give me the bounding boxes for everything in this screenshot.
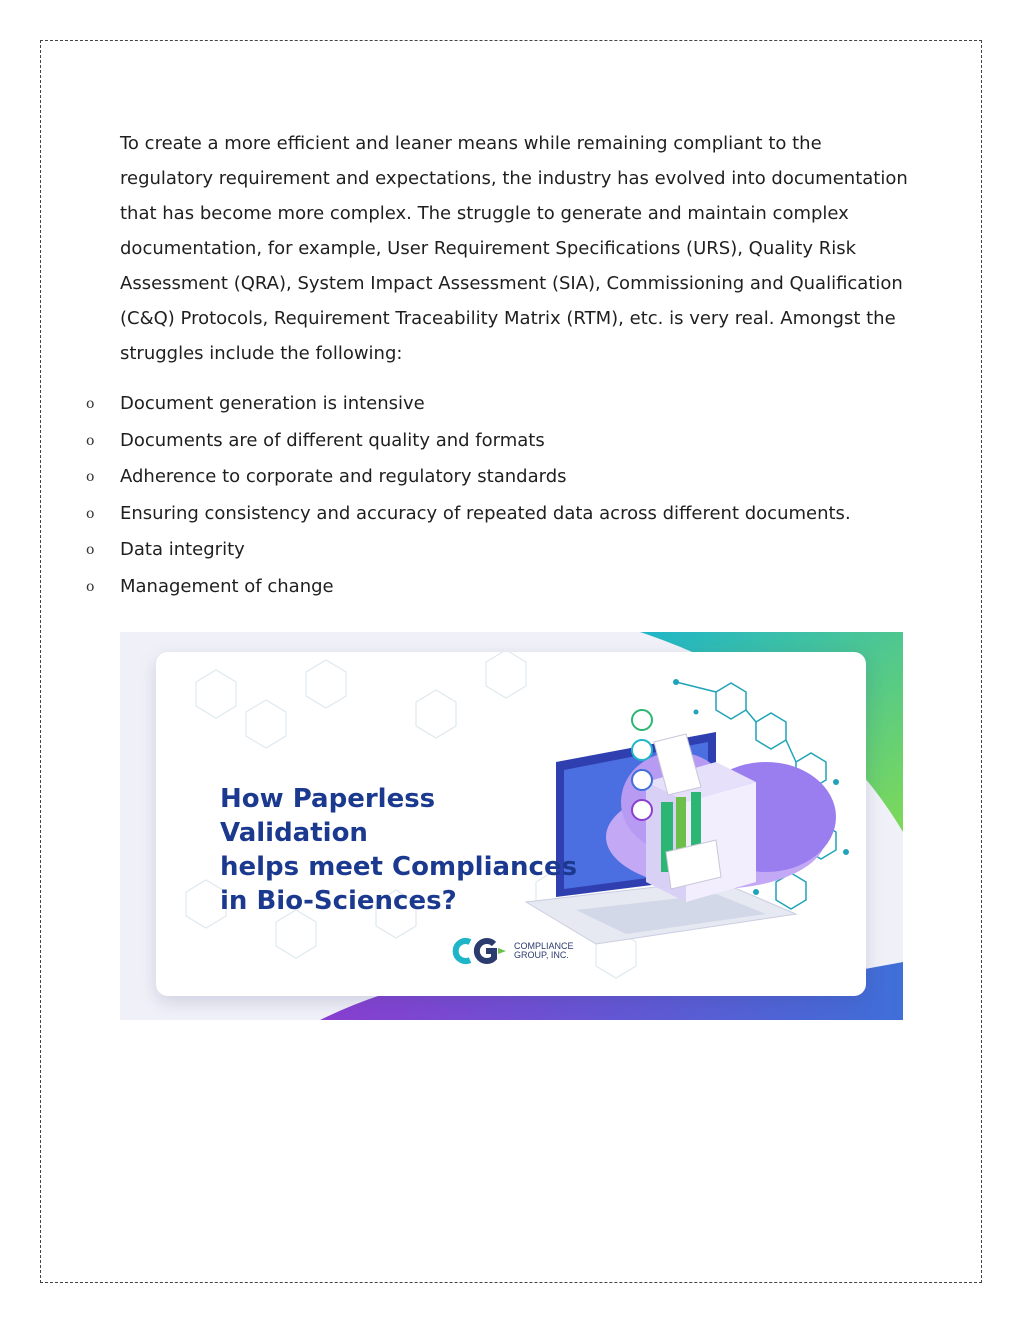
- logo-text-line: COMPLIANCE: [514, 941, 574, 951]
- banner-image: [120, 632, 903, 1020]
- list-item-text: Document generation is intensive: [120, 393, 425, 414]
- headline-line: How Paperless Validation: [220, 784, 436, 848]
- banner-card: [156, 652, 866, 996]
- compliance-group-logo: [448, 934, 574, 968]
- list-item-text: Adherence to corporate and regulatory standards: [120, 466, 567, 487]
- headline-line: in Bio-Sciences?: [220, 886, 457, 916]
- list-item-text: Ensuring consistency and accuracy of repeated data across different documents.: [120, 502, 851, 524]
- list-item-text: Data integrity: [120, 539, 245, 560]
- bullet-marker: o: [86, 396, 95, 412]
- cg-logo-icon: [448, 936, 510, 966]
- bullet-marker: o: [86, 432, 95, 449]
- list-item: [86, 532, 906, 569]
- logo-text-line: GROUP, INC.: [514, 950, 569, 960]
- bullet-marker: o: [86, 505, 95, 522]
- list-item: [86, 496, 906, 533]
- list-item: [86, 569, 906, 606]
- headline-line: helps meet Compliances: [220, 852, 578, 882]
- banner-headline: [220, 782, 580, 918]
- list-item: [86, 423, 906, 460]
- intro-paragraph: To create a more efficient and leaner means while remaining compliant to the regulatory requirement and expectations, the industry has evolved into documentation that has become more complex. The struggle to generate and maintain complex documentation, for example, User Requirement Specifications (URS), Quality Risk Assessment (QRA), System Impact Assessment (SIA), Commissioning and Qualification (C&Q) Protocols, Requirement Traceability Matrix (RTM), etc. is very real. Amongst the struggles include the following:: [120, 133, 908, 364]
- bullet-marker: o: [86, 578, 95, 595]
- list-item: [86, 459, 906, 496]
- struggles-list: [86, 386, 906, 605]
- list-item-text: Management of change: [120, 575, 334, 597]
- bullet-marker: o: [86, 542, 95, 558]
- logo-text: [514, 942, 574, 960]
- list-item-text: Documents are of different quality and formats: [120, 429, 545, 451]
- bullet-marker: o: [86, 469, 95, 485]
- list-item: [86, 386, 906, 423]
